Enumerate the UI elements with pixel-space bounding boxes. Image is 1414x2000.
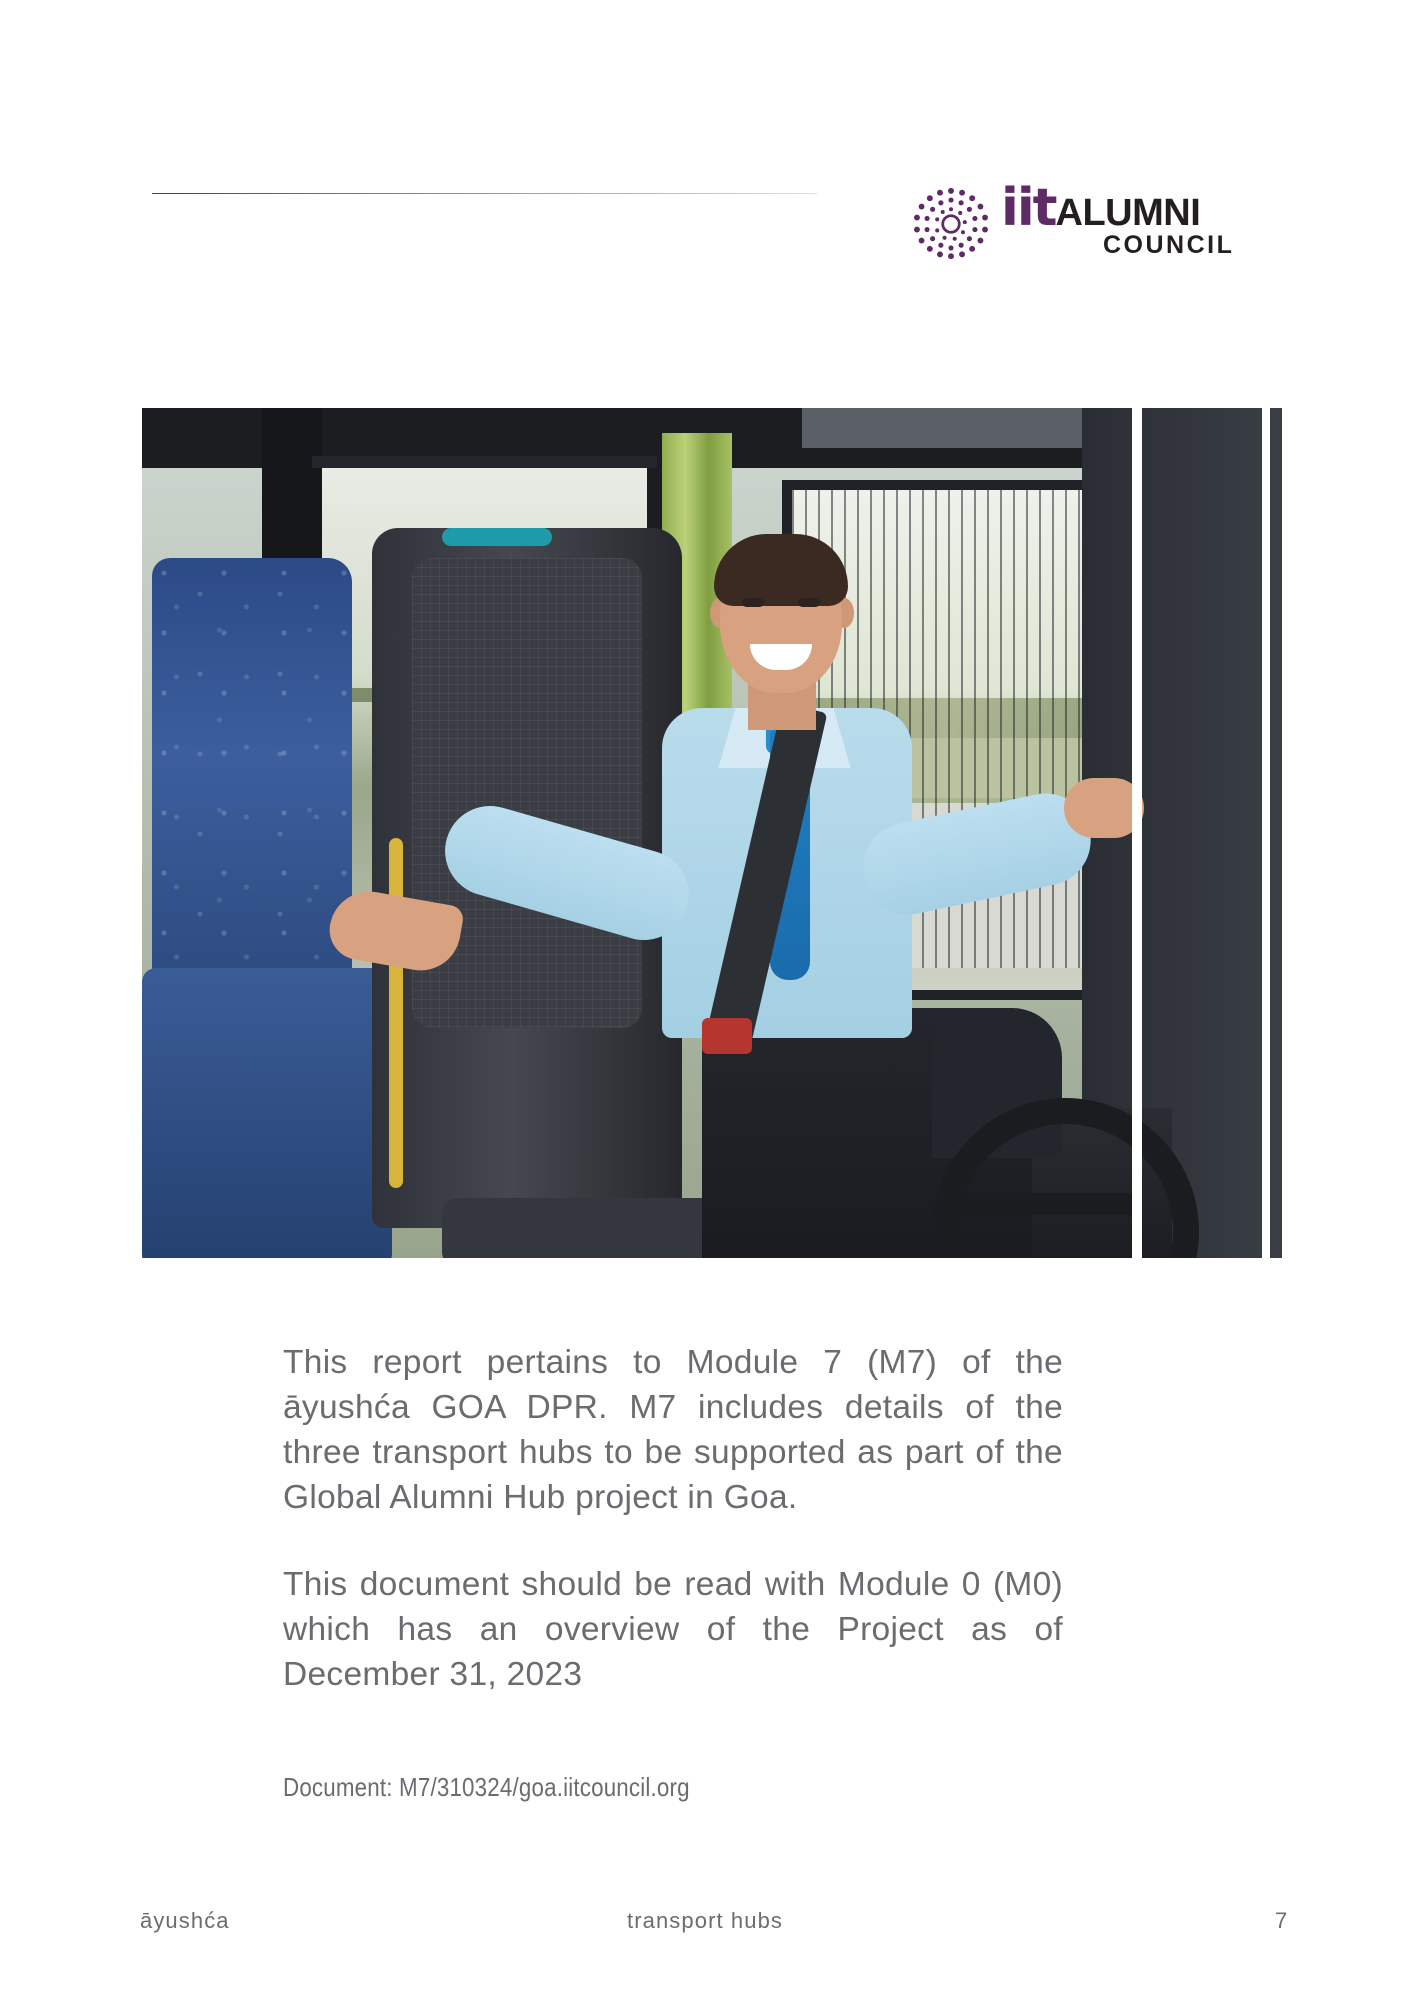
- page-header: [0, 0, 1414, 300]
- dot-circle-logo-icon: [905, 178, 997, 270]
- logo-wordmark: [1001, 178, 1281, 270]
- door-gap-right: [1262, 408, 1270, 1258]
- steering-wheel-spoke: [942, 1193, 1142, 1215]
- document-reference: Document: M7/310324/goa.iitcouncil.org: [283, 1772, 690, 1802]
- footer-section-title: transport hubs: [627, 1908, 784, 1933]
- logo-iit-text: iit: [1001, 178, 1056, 238]
- driver-eye-left: [742, 598, 764, 607]
- document-body: [283, 1340, 1063, 1697]
- driver-hair: [714, 534, 848, 606]
- page-footer: [0, 1908, 1414, 1948]
- footer-page-number: 7: [1275, 1908, 1289, 1933]
- iit-alumni-council-logo: [905, 178, 1280, 278]
- passenger-seat-lower: [142, 968, 392, 1258]
- bus-driver-photo: [142, 408, 1282, 1258]
- ceiling-panel: [802, 408, 1082, 448]
- paragraph-module-scope: This report pertains to Module 7 (M7) of the āyushća GOA DPR. M7 includes details of the three transport hubs to be supported as part of the Global Alumni Hub project in Goa.: [283, 1344, 1063, 1516]
- logo-alumni-text: ALUMNI: [1055, 192, 1201, 234]
- left-window-frame: [312, 456, 657, 468]
- seatbelt-buckle: [702, 1018, 752, 1054]
- header-divider-rule: [152, 193, 817, 194]
- door-gap-left: [1132, 408, 1142, 1258]
- photo-illustration: [142, 408, 1282, 1258]
- logo-council-text: COUNCIL: [1103, 231, 1235, 259]
- paragraph-reading-note: This document should be read with Module 0 (M0) which has an overview of the Project as of December 31, 2023: [283, 1566, 1063, 1693]
- driver-seat-yellow-trim: [389, 838, 403, 1188]
- driver-seat-headrest-strip: [442, 528, 552, 546]
- footer-project-name: āyushća: [140, 1908, 230, 1933]
- driver-eye-right: [798, 598, 820, 607]
